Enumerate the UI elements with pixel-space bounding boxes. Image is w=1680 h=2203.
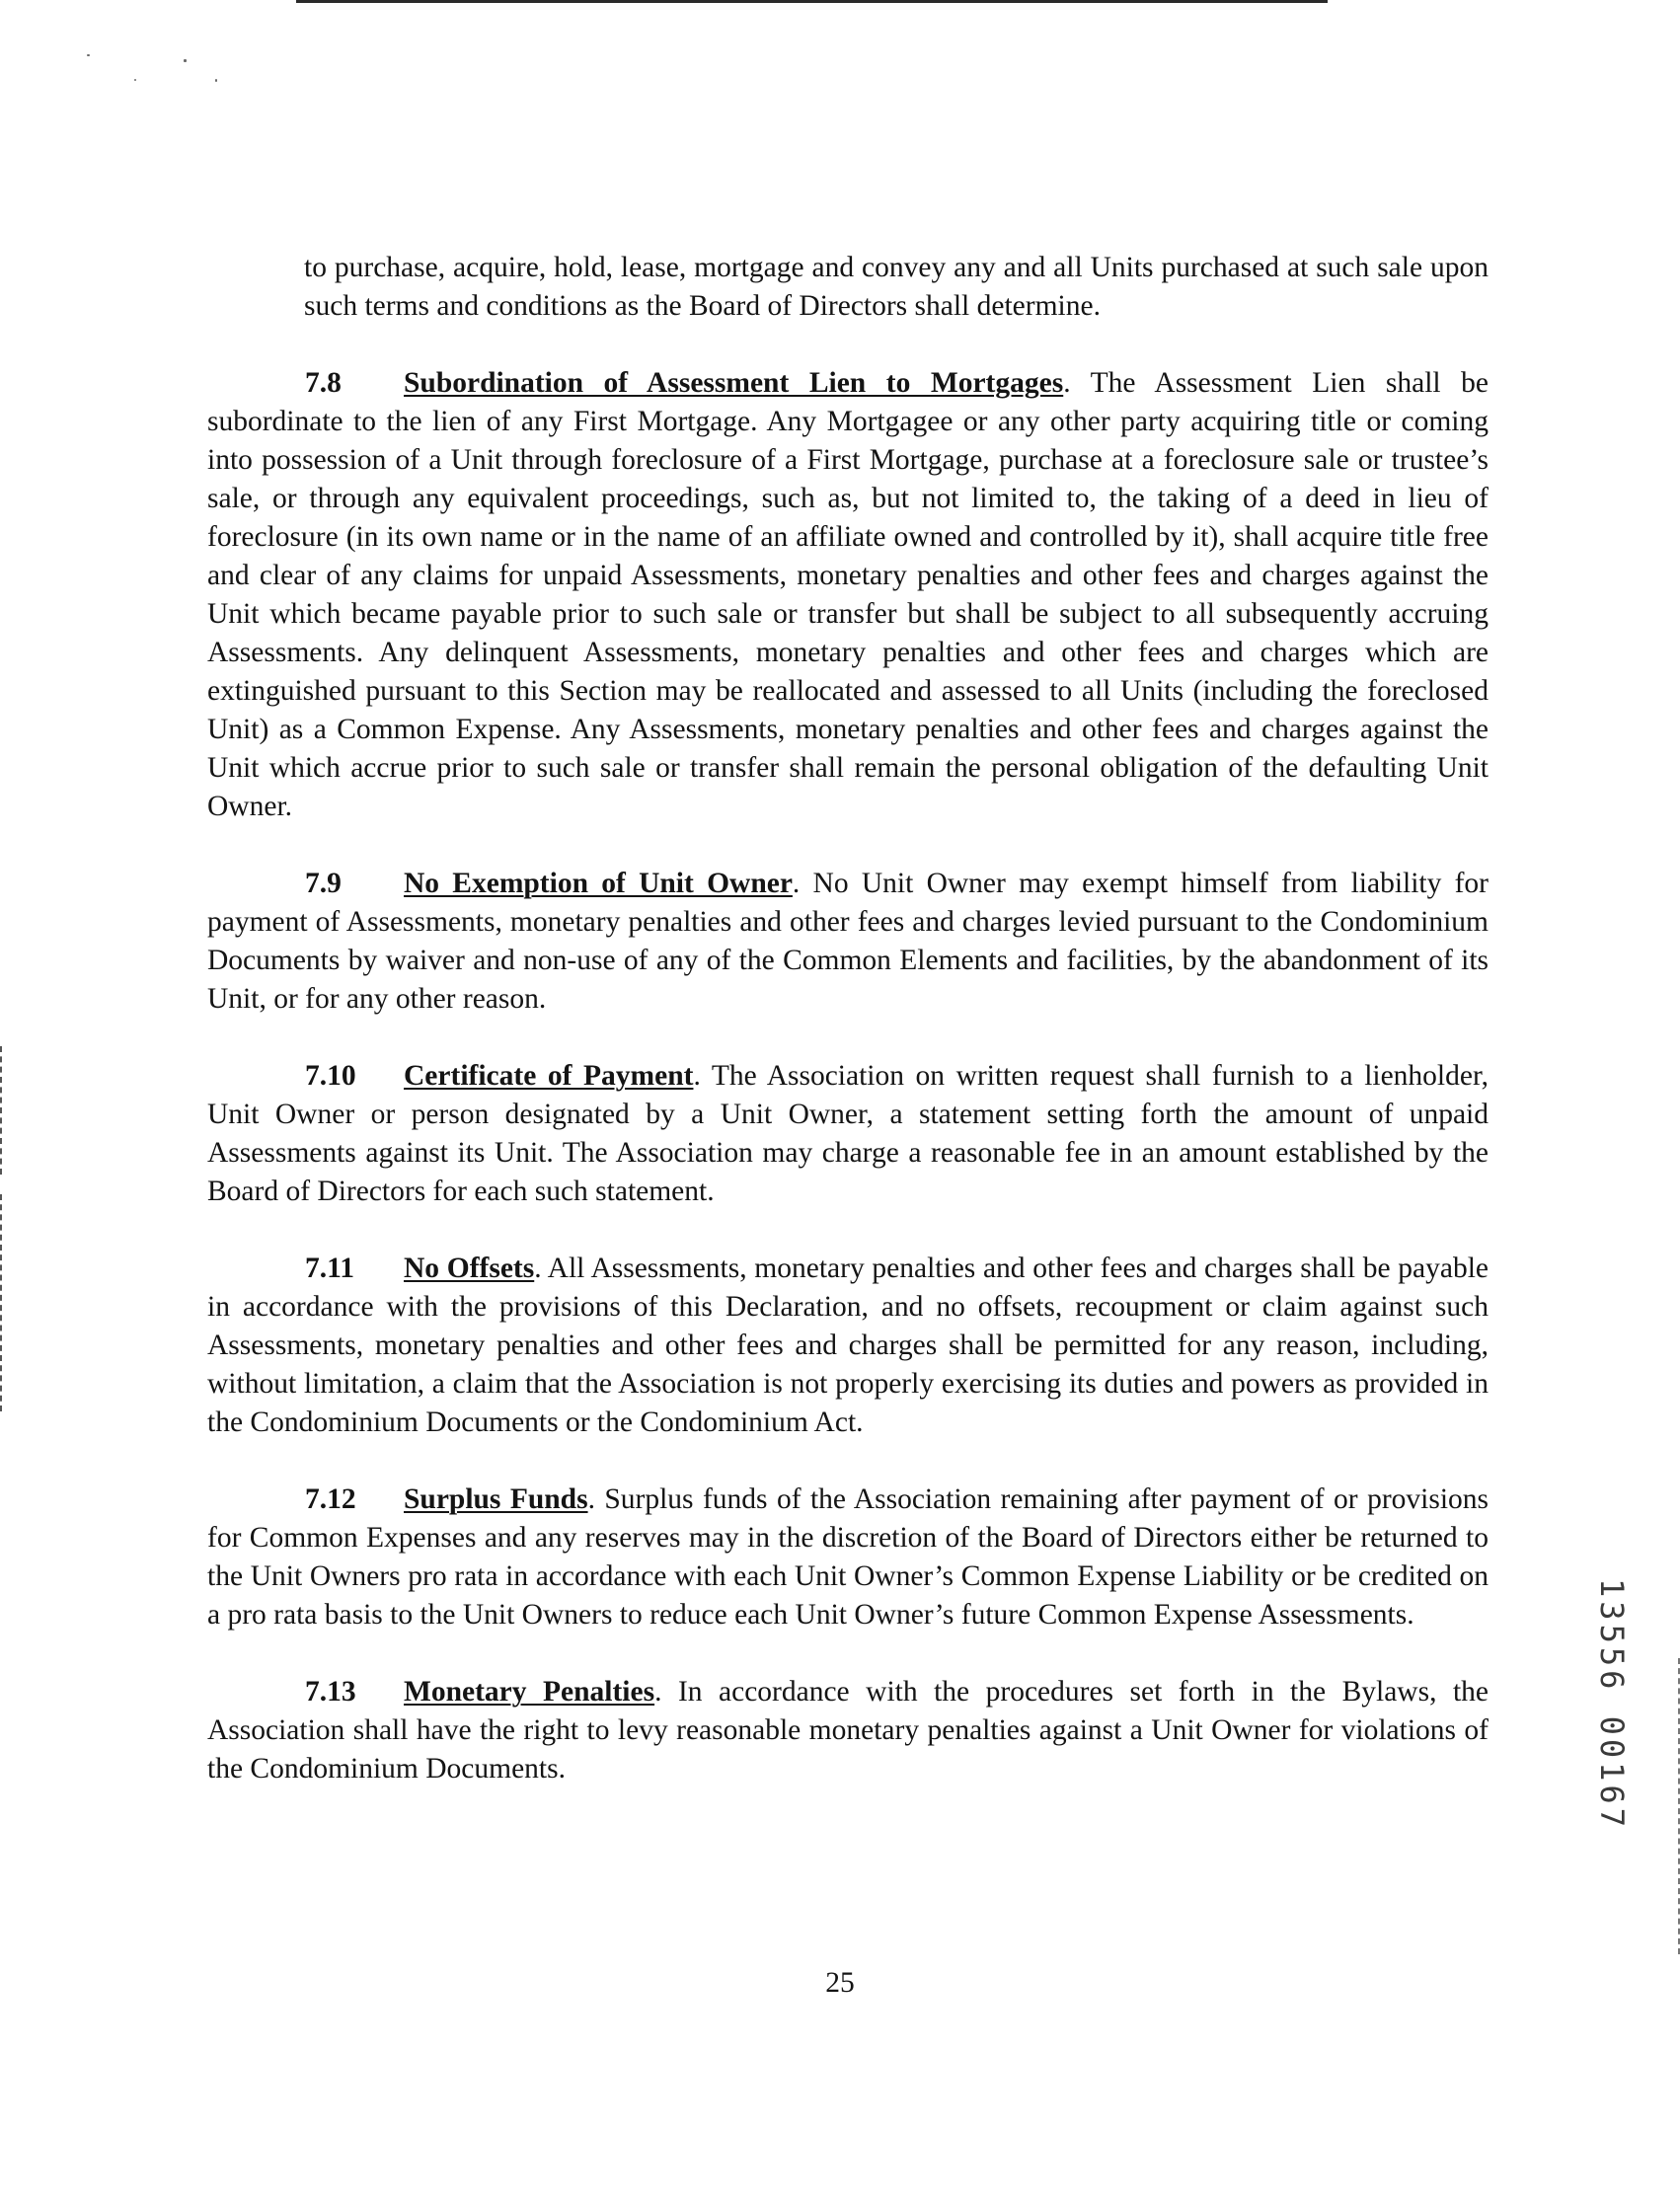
- section-title: No Offsets: [404, 1253, 535, 1284]
- page-number: 25: [825, 1967, 855, 1999]
- scan-speck: [134, 79, 136, 81]
- section-title: Certificate of Payment: [404, 1060, 694, 1092]
- section-number: 7.12: [305, 1483, 356, 1515]
- section-number: 7.9: [305, 868, 342, 899]
- scan-speck: [184, 59, 187, 62]
- scan-edge-mark: [1676, 1658, 1680, 1954]
- section-title: Surplus Funds: [404, 1483, 588, 1515]
- section-7-8: [207, 364, 1489, 826]
- scan-speck: [87, 54, 90, 56]
- intro-paragraph: to purchase, acquire, hold, lease, mortgage and convey any and all Units purchased at such sale upon such terms and conditions as the Board of Directors shall determine.: [304, 252, 1489, 322]
- section-number: 7.13: [305, 1676, 356, 1708]
- section-body: No Unit Owner may exempt himself from liability for payment of Assessments, monetary penalties and other fees and charges levied pursuant to the Condominium Documents by waiver and non-use of any of the Common Elements and facilities, by the abandonment of its Unit, or for any other reason.: [207, 868, 1489, 1015]
- section-body: In accordance with the procedures set forth in the Bylaws, the Association shall have the right to levy reasonable monetary penalties against a Unit Owner for violations of the Condominium Documents.: [207, 1676, 1489, 1785]
- section-title-period: .: [1063, 367, 1071, 399]
- section-number: 7.10: [305, 1060, 356, 1092]
- section-title-period: .: [534, 1253, 542, 1284]
- section-body: Surplus funds of the Association remaining after payment of or provisions for Common Expenses and any reserves may in the discretion of the Board of Directors either be returned to the Unit Owners pro rata in accordance with each Unit Owner’s Common Expense Liability or be credited on a pro rata basis to the Unit Owners to reduce each Unit Owner’s future Common Expense Assessments.: [207, 1483, 1489, 1631]
- section-7-13: [207, 1673, 1489, 1788]
- section-body: The Association on written request shall furnish to a lienholder, Unit Owner or person designated by a Unit Owner, a statement setting forth the amount of unpaid Assessments against its Unit. The Association may charge a reasonable fee in an amount established by the Board of Directors for each such statement.: [207, 1060, 1489, 1207]
- section-title: Monetary Penalties: [404, 1676, 655, 1708]
- section-body: All Assessments, monetary penalties and other fees and charges shall be payable in accordance with the provisions of this Declaration, and no offsets, recoupment or claim against such Assessments, monetary penalties and other fees and charges shall be permitted for any reason, including, without limitation, a claim that the Association is not properly exercising its duties and powers as provided in the Condominium Documents or the Condominium Act.: [207, 1253, 1489, 1438]
- section-number: 7.11: [305, 1253, 354, 1284]
- document-body: [207, 249, 1489, 1827]
- section-body: The Assessment Lien shall be subordinate to the lien of any First Mortgage. Any Mortgagee or any other party acquiring title or coming into possession of a Unit through foreclosure of a First Mortgage, purchase at a foreclosure sale or trustee’s sale, or through any equivalent proceedings, such as, but not limited to, the taking of a deed in lieu of foreclosure (in its own name or in the name of an affiliate owned and controlled by it), shall acquire title free and clear of any claims for unpaid Assessments, monetary penalties and other fees and charges against the Unit which became payable prior to such sale or transfer but shall be subject to all subsequently accruing Assessments. Any delinquent Assessments, monetary penalties and other fees and charges which are extinguished pursuant to this Section may be reallocated and assessed to all Units (including the foreclosed Unit) as a Common Expense. Any Assessments, monetary penalties and other fees and charges against the Unit which accrue prior to such sale or transfer shall remain the personal obligation of the defaulting Unit Owner.: [207, 367, 1489, 822]
- section-7-12: [207, 1481, 1489, 1634]
- section-title-period: .: [693, 1060, 701, 1092]
- top-rule: [296, 0, 1328, 3]
- scan-edge-mark: [0, 1194, 5, 1411]
- section-title-period: .: [587, 1483, 595, 1515]
- section-title-period: .: [654, 1676, 662, 1708]
- section-number: 7.8: [305, 367, 342, 399]
- recording-stamp: [1587, 1578, 1637, 1831]
- section-7-10: [207, 1057, 1489, 1211]
- section-title-period: .: [792, 868, 801, 899]
- recording-stamp-text: 13556 00167: [1593, 1578, 1632, 1831]
- section-7-9: [207, 865, 1489, 1019]
- scan-edge-mark: [0, 1046, 5, 1175]
- scan-speck: [215, 79, 217, 82]
- section-title: No Exemption of Unit Owner: [404, 868, 793, 899]
- section-7-11: [207, 1250, 1489, 1442]
- section-title: Subordination of Assessment Lien to Mortgages: [404, 367, 1064, 399]
